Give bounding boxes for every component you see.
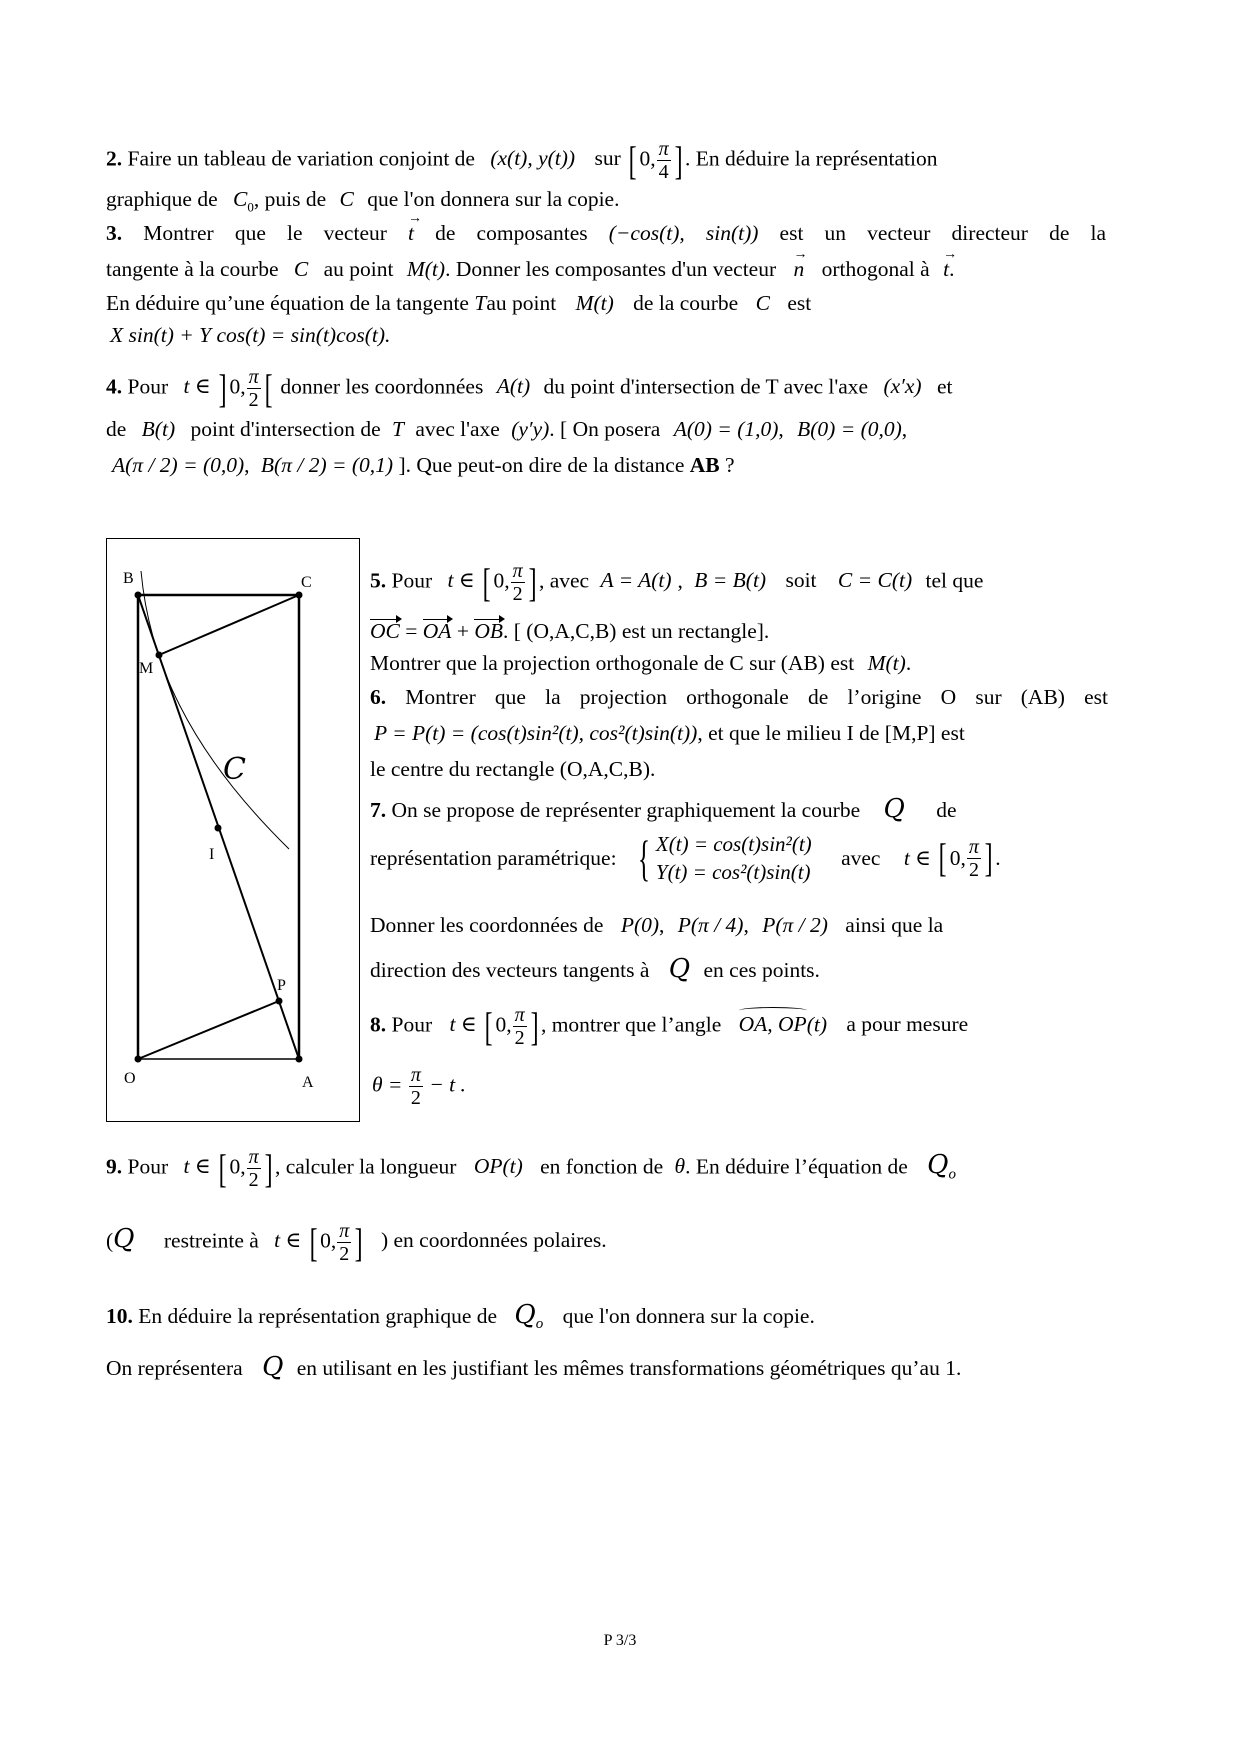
q8-line2: θ = $\frac{\pi}{2}$ − t .: [372, 1064, 466, 1109]
t-vector: t →: [408, 220, 414, 246]
param-system: X(t) = cos(t)sin²(t) Y(t) = cos²(t)sin(t): [655, 832, 812, 884]
q3-line2: tangente à la courbe C au point M(t). Donner les composantes d'un vecteur n → orthogonal à t →.: [106, 256, 954, 282]
q3-line1: 3. Montrer que le vecteur t → de composantes (−cos(t), sin(t)) est un vecteur directeur de la: [106, 220, 1106, 246]
q7-line1: 7. On se propose de représenter graphiquement la courbe Q de: [370, 794, 957, 824]
label-i: I: [209, 846, 215, 863]
point-m: [156, 652, 163, 659]
q5-line3: Montrer que la projection orthogonale de C sur (AB) est M(t).: [370, 651, 912, 675]
n-vector: n →: [794, 256, 805, 282]
q7-line3: Donner les coordonnées de P(0), P(π / 4), P(π / 2) ainsi que la: [370, 913, 944, 937]
q3-equation: X sin(t) + Y cos(t) = sin(t)cos(t).: [110, 323, 391, 347]
q10-line2: On représentera Q en utilisant en les justifiant les mêmes transformations géométriques qu’au 1.: [106, 1352, 962, 1382]
label-p: P: [277, 977, 286, 994]
q2-line1: 2. Faire un tableau de variation conjoint de (x(t), y(t)) sur [ 0, $\frac{\pi}{4}$ ] . En déduire la représentation: [106, 137, 938, 183]
point-i: [215, 825, 222, 832]
point-a: [296, 1056, 303, 1063]
point-o: [135, 1056, 142, 1063]
label-c: C: [301, 574, 312, 591]
q2-line2: graphique de $C_0$, puis de C que l'on donnera sur la copie.: [106, 187, 620, 215]
pi-over-4: $\frac{\pi}{4}$: [658, 138, 669, 183]
page-number: P 3/3: [603, 1632, 637, 1649]
curve-c: [141, 571, 289, 849]
q9-line2: (Q restreinte à t ∈ [ 0, $\frac{\pi}{2}$ ] ) en coordonnées polaires.: [106, 1219, 607, 1265]
q4-line1: 4. Pour t ∈ ] 0, $\frac{\pi}{2}$ [ donner les coordonnées A(t) du point d'intersection de T avec l'axe (x′x) et: [106, 365, 953, 411]
segment-op: [138, 1001, 279, 1059]
q6-line3: le centre du rectangle (O,A,C,B).: [370, 757, 656, 781]
q5-line2: OC = OA + OB. [ (O,A,C,B) est un rectangle].: [370, 619, 770, 643]
t-vector-2: t →: [943, 256, 949, 282]
q4-line2: de B(t) point d'intersection de T avec l'axe (y′y). [ On posera A(0) = (1,0), B(0) = (0,0),: [106, 417, 908, 441]
q10-line1: 10. En déduire la représentation graphique de $Q_o$ que l'on donnera sur la copie.: [106, 1300, 815, 1333]
point-p: [276, 998, 283, 1005]
point-b: [135, 592, 142, 599]
label-m: M: [139, 660, 154, 677]
q7-line4: direction des vecteurs tangents à Q en ces points.: [370, 954, 820, 984]
q7-line2: représentation paramétrique: { X(t) = cos(t)sin²(t) Y(t) = cos²(t)sin(t) avec t ∈ [ 0, $\frac{\pi}{2}$ ] .: [370, 830, 1001, 886]
figure-svg: [107, 539, 361, 1123]
label-b: B: [123, 570, 134, 587]
q6-line2: P = P(t) = (cos(t)sin²(t), cos²(t)sin(t)), et que le milieu I de [M,P] est: [374, 721, 965, 745]
q6-line1: 6. Montrer que la projection orthogonale de l’origine O sur (AB) est: [370, 685, 1108, 709]
q3-line3: En déduire qu’une équation de la tangente Tau point M(t) de la courbe C est: [106, 291, 812, 315]
label-a: A: [302, 1074, 314, 1091]
label-o: O: [124, 1070, 136, 1087]
q9-line1: 9. Pour t ∈ [ 0, $\frac{\pi}{2}$ ] , calculer la longueur OP(t) en fonction de θ. En déduire l’équation de $Q_o$: [106, 1145, 956, 1191]
label-curve-c: C: [223, 752, 246, 787]
q4-line3: A(π / 2) = (0,0), B(π / 2) = (0,1) ]. Que peut-on dire de la distance AB ?: [112, 453, 735, 477]
q5-line1: 5. Pour t ∈ [ 0, $\frac{\pi}{2}$ ] , avec A = A(t) , B = B(t) soit C = C(t) tel que: [370, 559, 984, 605]
pi-over-2: $\frac{\pi}{2}$: [248, 366, 259, 411]
segment-cm: [159, 595, 299, 655]
point-c: [296, 592, 303, 599]
q8-line1: 8. Pour t ∈ [ 0, $\frac{\pi}{2}$ ] , montrer que l’angle OA, OP(t) a pour mesure: [370, 1003, 969, 1049]
geometry-figure: [106, 538, 360, 1122]
